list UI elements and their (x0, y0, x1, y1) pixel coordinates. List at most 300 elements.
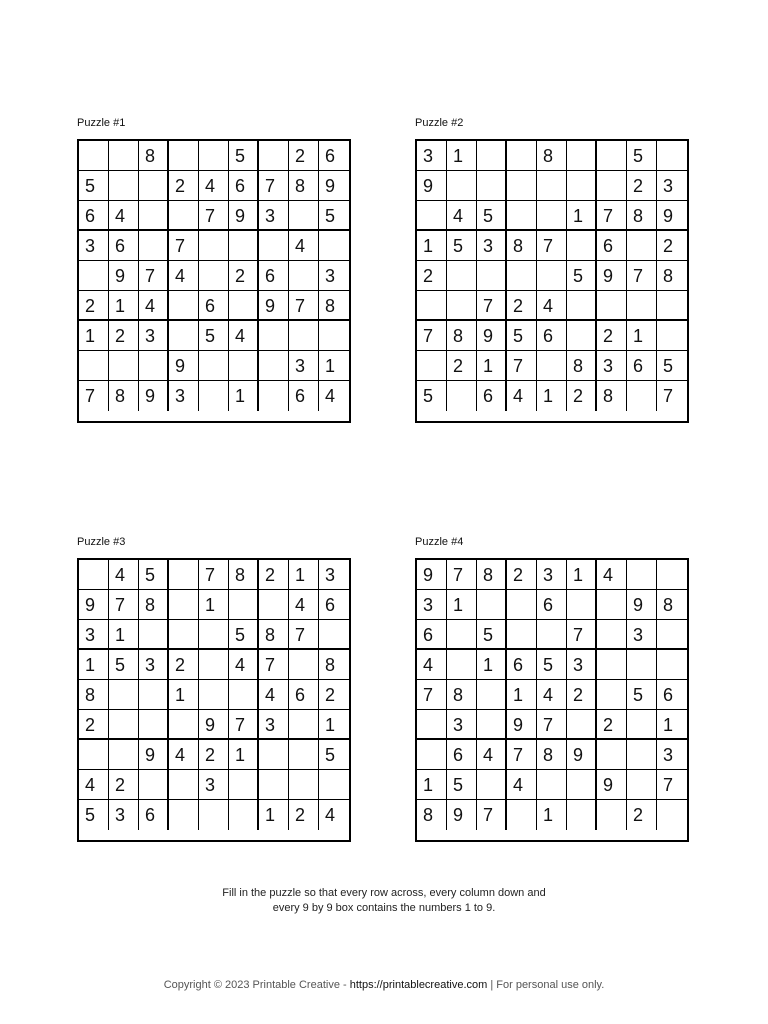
sudoku-cell[interactable]: 5 (627, 680, 657, 710)
sudoku-cell[interactable] (79, 740, 109, 770)
sudoku-cell[interactable]: 9 (597, 770, 627, 800)
website-link[interactable]: https://printablecreative.com (349, 979, 488, 991)
sudoku-cell[interactable]: 5 (447, 231, 477, 261)
sudoku-cell[interactable] (169, 321, 199, 351)
sudoku-cell[interactable] (567, 141, 597, 171)
sudoku-cell[interactable] (507, 590, 537, 620)
sudoku-cell[interactable] (259, 770, 289, 800)
sudoku-cell[interactable]: 8 (537, 740, 567, 770)
sudoku-cell[interactable]: 8 (79, 680, 109, 710)
sudoku-cell[interactable]: 5 (79, 800, 109, 830)
sudoku-cell[interactable]: 5 (319, 201, 349, 231)
sudoku-cell[interactable]: 2 (567, 680, 597, 710)
sudoku-cell[interactable]: 6 (289, 680, 319, 710)
sudoku-cell[interactable] (199, 800, 229, 830)
sudoku-cell[interactable] (597, 141, 627, 171)
sudoku-cell[interactable]: 4 (199, 171, 229, 201)
sudoku-cell[interactable]: 9 (477, 321, 507, 351)
sudoku-cell[interactable] (199, 381, 229, 411)
sudoku-cell[interactable] (507, 171, 537, 201)
sudoku-cell[interactable]: 7 (139, 261, 169, 291)
sudoku-cell[interactable]: 9 (259, 291, 289, 321)
sudoku-cell[interactable] (289, 740, 319, 770)
sudoku-cell[interactable]: 3 (477, 231, 507, 261)
sudoku-cell[interactable]: 2 (627, 800, 657, 830)
sudoku-cell[interactable]: 6 (289, 381, 319, 411)
sudoku-cell[interactable] (627, 560, 657, 590)
sudoku-cell[interactable]: 1 (477, 351, 507, 381)
sudoku-cell[interactable]: 1 (627, 321, 657, 351)
sudoku-cell[interactable]: 3 (259, 710, 289, 740)
sudoku-cell[interactable]: 1 (417, 770, 447, 800)
sudoku-cell[interactable]: 6 (199, 291, 229, 321)
sudoku-cell[interactable] (199, 351, 229, 381)
sudoku-cell[interactable]: 7 (627, 261, 657, 291)
sudoku-cell[interactable]: 4 (319, 800, 349, 830)
sudoku-cell[interactable]: 4 (537, 680, 567, 710)
sudoku-cell[interactable]: 5 (657, 351, 687, 381)
sudoku-cell[interactable]: 8 (139, 141, 169, 171)
sudoku-cell[interactable] (229, 800, 259, 830)
sudoku-cell[interactable]: 2 (627, 171, 657, 201)
sudoku-cell[interactable]: 3 (169, 381, 199, 411)
sudoku-cell[interactable] (139, 351, 169, 381)
sudoku-cell[interactable]: 1 (109, 291, 139, 321)
sudoku-cell[interactable]: 2 (79, 291, 109, 321)
sudoku-cell[interactable] (169, 560, 199, 590)
sudoku-cell[interactable] (477, 171, 507, 201)
sudoku-cell[interactable]: 4 (139, 291, 169, 321)
sudoku-cell[interactable] (627, 650, 657, 680)
sudoku-cell[interactable]: 2 (289, 141, 319, 171)
sudoku-cell[interactable]: 7 (477, 291, 507, 321)
sudoku-cell[interactable]: 9 (627, 590, 657, 620)
sudoku-cell[interactable]: 1 (447, 590, 477, 620)
sudoku-cell[interactable]: 5 (537, 650, 567, 680)
sudoku-cell[interactable]: 1 (229, 381, 259, 411)
sudoku-cell[interactable]: 4 (259, 680, 289, 710)
sudoku-cell[interactable]: 5 (229, 141, 259, 171)
sudoku-cell[interactable]: 1 (657, 710, 687, 740)
sudoku-cell[interactable]: 6 (597, 231, 627, 261)
sudoku-cell[interactable] (477, 590, 507, 620)
sudoku-cell[interactable]: 5 (319, 740, 349, 770)
sudoku-cell[interactable] (447, 291, 477, 321)
sudoku-cell[interactable]: 6 (447, 740, 477, 770)
sudoku-cell[interactable]: 9 (657, 201, 687, 231)
sudoku-cell[interactable]: 4 (319, 381, 349, 411)
sudoku-cell[interactable]: 4 (169, 261, 199, 291)
sudoku-cell[interactable]: 8 (507, 231, 537, 261)
sudoku-cell[interactable] (109, 740, 139, 770)
sudoku-cell[interactable]: 1 (319, 351, 349, 381)
sudoku-cell[interactable] (139, 231, 169, 261)
sudoku-cell[interactable]: 2 (109, 770, 139, 800)
sudoku-cell[interactable]: 6 (229, 171, 259, 201)
sudoku-cell[interactable] (537, 201, 567, 231)
sudoku-cell[interactable]: 7 (507, 740, 537, 770)
sudoku-cell[interactable] (109, 710, 139, 740)
sudoku-cell[interactable] (597, 650, 627, 680)
sudoku-cell[interactable]: 7 (79, 381, 109, 411)
sudoku-cell[interactable] (537, 770, 567, 800)
sudoku-cell[interactable] (597, 740, 627, 770)
sudoku-cell[interactable]: 9 (79, 590, 109, 620)
sudoku-cell[interactable]: 2 (289, 800, 319, 830)
sudoku-cell[interactable] (139, 201, 169, 231)
sudoku-cell[interactable]: 3 (597, 351, 627, 381)
sudoku-cell[interactable] (139, 620, 169, 650)
sudoku-cell[interactable]: 4 (229, 321, 259, 351)
sudoku-cell[interactable]: 9 (169, 351, 199, 381)
sudoku-cell[interactable] (417, 710, 447, 740)
sudoku-cell[interactable]: 6 (657, 680, 687, 710)
sudoku-cell[interactable]: 8 (597, 381, 627, 411)
sudoku-cell[interactable]: 6 (79, 201, 109, 231)
sudoku-cell[interactable]: 9 (507, 710, 537, 740)
sudoku-cell[interactable] (657, 620, 687, 650)
sudoku-cell[interactable]: 4 (169, 740, 199, 770)
sudoku-cell[interactable]: 5 (79, 171, 109, 201)
sudoku-cell[interactable]: 7 (199, 201, 229, 231)
sudoku-cell[interactable] (109, 141, 139, 171)
sudoku-cell[interactable]: 4 (597, 560, 627, 590)
sudoku-cell[interactable]: 8 (447, 680, 477, 710)
sudoku-cell[interactable]: 2 (229, 261, 259, 291)
sudoku-cell[interactable] (169, 291, 199, 321)
sudoku-cell[interactable] (657, 650, 687, 680)
sudoku-cell[interactable]: 7 (417, 680, 447, 710)
sudoku-cell[interactable] (319, 620, 349, 650)
sudoku-cell[interactable]: 8 (319, 291, 349, 321)
sudoku-cell[interactable] (507, 620, 537, 650)
sudoku-cell[interactable] (447, 620, 477, 650)
sudoku-cell[interactable]: 5 (229, 620, 259, 650)
sudoku-cell[interactable]: 3 (417, 141, 447, 171)
sudoku-cell[interactable] (169, 141, 199, 171)
sudoku-cell[interactable] (169, 590, 199, 620)
sudoku-cell[interactable]: 3 (259, 201, 289, 231)
sudoku-cell[interactable] (199, 141, 229, 171)
sudoku-cell[interactable] (657, 321, 687, 351)
sudoku-cell[interactable]: 2 (597, 321, 627, 351)
sudoku-cell[interactable] (567, 770, 597, 800)
sudoku-cell[interactable] (289, 201, 319, 231)
sudoku-cell[interactable] (79, 141, 109, 171)
sudoku-cell[interactable]: 4 (417, 650, 447, 680)
sudoku-cell[interactable]: 9 (319, 171, 349, 201)
sudoku-cell[interactable]: 7 (169, 231, 199, 261)
sudoku-cell[interactable]: 4 (79, 770, 109, 800)
sudoku-cell[interactable] (199, 680, 229, 710)
sudoku-cell[interactable]: 7 (537, 710, 567, 740)
sudoku-cell[interactable]: 9 (229, 201, 259, 231)
sudoku-cell[interactable] (289, 321, 319, 351)
sudoku-cell[interactable]: 8 (537, 141, 567, 171)
sudoku-cell[interactable] (627, 231, 657, 261)
sudoku-cell[interactable]: 3 (417, 590, 447, 620)
sudoku-cell[interactable] (567, 321, 597, 351)
sudoku-cell[interactable]: 7 (289, 291, 319, 321)
sudoku-cell[interactable]: 6 (417, 620, 447, 650)
sudoku-cell[interactable] (507, 201, 537, 231)
sudoku-cell[interactable] (79, 261, 109, 291)
sudoku-cell[interactable]: 1 (229, 740, 259, 770)
sudoku-cell[interactable] (567, 231, 597, 261)
sudoku-cell[interactable]: 7 (289, 620, 319, 650)
sudoku-cell[interactable]: 1 (417, 231, 447, 261)
sudoku-cell[interactable] (417, 291, 447, 321)
sudoku-cell[interactable] (417, 201, 447, 231)
sudoku-cell[interactable]: 4 (477, 740, 507, 770)
sudoku-cell[interactable]: 9 (597, 261, 627, 291)
sudoku-cell[interactable]: 2 (507, 291, 537, 321)
sudoku-cell[interactable]: 9 (199, 710, 229, 740)
sudoku-cell[interactable]: 8 (657, 590, 687, 620)
sudoku-cell[interactable]: 1 (109, 620, 139, 650)
sudoku-cell[interactable] (477, 680, 507, 710)
sudoku-cell[interactable]: 2 (507, 560, 537, 590)
sudoku-cell[interactable] (109, 171, 139, 201)
sudoku-cell[interactable]: 2 (319, 680, 349, 710)
sudoku-cell[interactable]: 1 (477, 650, 507, 680)
sudoku-cell[interactable]: 3 (109, 800, 139, 830)
sudoku-cell[interactable] (199, 620, 229, 650)
sudoku-cell[interactable]: 1 (79, 650, 109, 680)
sudoku-cell[interactable] (507, 261, 537, 291)
sudoku-cell[interactable] (537, 261, 567, 291)
sudoku-cell[interactable]: 1 (507, 680, 537, 710)
sudoku-cell[interactable]: 3 (657, 171, 687, 201)
sudoku-cell[interactable] (259, 321, 289, 351)
sudoku-cell[interactable]: 1 (169, 680, 199, 710)
sudoku-cell[interactable]: 3 (537, 560, 567, 590)
sudoku-cell[interactable]: 5 (567, 261, 597, 291)
sudoku-cell[interactable]: 1 (259, 800, 289, 830)
sudoku-cell[interactable] (289, 650, 319, 680)
sudoku-cell[interactable]: 7 (567, 620, 597, 650)
sudoku-cell[interactable]: 1 (447, 141, 477, 171)
sudoku-cell[interactable]: 3 (289, 351, 319, 381)
sudoku-cell[interactable] (289, 261, 319, 291)
sudoku-cell[interactable] (259, 740, 289, 770)
sudoku-cell[interactable]: 5 (199, 321, 229, 351)
sudoku-cell[interactable]: 1 (199, 590, 229, 620)
sudoku-cell[interactable]: 2 (169, 650, 199, 680)
sudoku-cell[interactable] (139, 770, 169, 800)
sudoku-cell[interactable] (597, 291, 627, 321)
sudoku-cell[interactable] (597, 171, 627, 201)
sudoku-cell[interactable]: 8 (319, 650, 349, 680)
sudoku-cell[interactable]: 8 (289, 171, 319, 201)
sudoku-cell[interactable]: 9 (139, 740, 169, 770)
sudoku-cell[interactable] (597, 590, 627, 620)
sudoku-cell[interactable]: 9 (567, 740, 597, 770)
sudoku-cell[interactable]: 2 (169, 171, 199, 201)
sudoku-cell[interactable]: 4 (507, 770, 537, 800)
sudoku-cell[interactable]: 1 (289, 560, 319, 590)
sudoku-cell[interactable]: 7 (229, 710, 259, 740)
sudoku-cell[interactable]: 2 (199, 740, 229, 770)
sudoku-cell[interactable]: 1 (319, 710, 349, 740)
sudoku-cell[interactable] (447, 650, 477, 680)
sudoku-cell[interactable] (79, 351, 109, 381)
sudoku-cell[interactable] (199, 650, 229, 680)
sudoku-cell[interactable]: 3 (567, 650, 597, 680)
sudoku-cell[interactable]: 4 (109, 201, 139, 231)
sudoku-cell[interactable]: 8 (109, 381, 139, 411)
sudoku-cell[interactable]: 9 (417, 560, 447, 590)
sudoku-cell[interactable]: 7 (199, 560, 229, 590)
sudoku-cell[interactable]: 5 (507, 321, 537, 351)
sudoku-cell[interactable]: 3 (199, 770, 229, 800)
sudoku-cell[interactable]: 6 (139, 800, 169, 830)
sudoku-cell[interactable]: 5 (627, 141, 657, 171)
sudoku-cell[interactable] (657, 800, 687, 830)
sudoku-cell[interactable]: 8 (447, 321, 477, 351)
sudoku-cell[interactable] (567, 291, 597, 321)
sudoku-cell[interactable]: 6 (507, 650, 537, 680)
sudoku-cell[interactable]: 2 (259, 560, 289, 590)
sudoku-cell[interactable]: 9 (139, 381, 169, 411)
sudoku-cell[interactable] (229, 770, 259, 800)
sudoku-cell[interactable]: 4 (507, 381, 537, 411)
sudoku-cell[interactable] (259, 351, 289, 381)
sudoku-cell[interactable]: 9 (447, 800, 477, 830)
sudoku-cell[interactable] (169, 710, 199, 740)
sudoku-cell[interactable] (537, 171, 567, 201)
sudoku-cell[interactable] (507, 800, 537, 830)
sudoku-cell[interactable]: 2 (417, 261, 447, 291)
sudoku-cell[interactable]: 7 (657, 381, 687, 411)
sudoku-cell[interactable] (229, 680, 259, 710)
sudoku-cell[interactable] (139, 680, 169, 710)
sudoku-cell[interactable]: 5 (417, 381, 447, 411)
sudoku-cell[interactable]: 4 (537, 291, 567, 321)
sudoku-cell[interactable]: 3 (657, 740, 687, 770)
sudoku-cell[interactable]: 3 (79, 620, 109, 650)
sudoku-cell[interactable]: 8 (477, 560, 507, 590)
sudoku-cell[interactable] (567, 590, 597, 620)
sudoku-cell[interactable]: 7 (537, 231, 567, 261)
sudoku-cell[interactable] (657, 141, 687, 171)
sudoku-cell[interactable] (477, 261, 507, 291)
sudoku-cell[interactable] (229, 351, 259, 381)
sudoku-cell[interactable]: 3 (447, 710, 477, 740)
sudoku-cell[interactable]: 3 (319, 560, 349, 590)
sudoku-cell[interactable] (259, 141, 289, 171)
sudoku-cell[interactable] (447, 381, 477, 411)
sudoku-cell[interactable]: 3 (79, 231, 109, 261)
sudoku-cell[interactable] (139, 710, 169, 740)
sudoku-cell[interactable] (229, 291, 259, 321)
sudoku-cell[interactable]: 6 (319, 141, 349, 171)
sudoku-cell[interactable] (567, 800, 597, 830)
sudoku-cell[interactable] (289, 710, 319, 740)
sudoku-cell[interactable] (229, 231, 259, 261)
sudoku-cell[interactable] (417, 351, 447, 381)
sudoku-cell[interactable]: 4 (289, 231, 319, 261)
sudoku-cell[interactable] (169, 201, 199, 231)
sudoku-cell[interactable]: 8 (627, 201, 657, 231)
sudoku-cell[interactable] (447, 261, 477, 291)
sudoku-cell[interactable] (169, 800, 199, 830)
sudoku-cell[interactable]: 4 (289, 590, 319, 620)
sudoku-cell[interactable]: 3 (139, 321, 169, 351)
sudoku-cell[interactable] (169, 620, 199, 650)
sudoku-cell[interactable]: 4 (229, 650, 259, 680)
sudoku-cell[interactable]: 7 (597, 201, 627, 231)
sudoku-cell[interactable]: 8 (567, 351, 597, 381)
sudoku-cell[interactable]: 5 (477, 201, 507, 231)
sudoku-cell[interactable]: 4 (447, 201, 477, 231)
sudoku-cell[interactable]: 6 (537, 590, 567, 620)
sudoku-cell[interactable]: 7 (417, 321, 447, 351)
sudoku-cell[interactable]: 5 (109, 650, 139, 680)
sudoku-cell[interactable] (627, 291, 657, 321)
sudoku-cell[interactable] (657, 560, 687, 590)
sudoku-cell[interactable]: 5 (447, 770, 477, 800)
sudoku-cell[interactable]: 4 (109, 560, 139, 590)
sudoku-cell[interactable]: 6 (627, 351, 657, 381)
sudoku-cell[interactable]: 5 (477, 620, 507, 650)
sudoku-cell[interactable]: 7 (259, 650, 289, 680)
sudoku-cell[interactable] (139, 171, 169, 201)
sudoku-cell[interactable]: 2 (597, 710, 627, 740)
sudoku-cell[interactable] (537, 620, 567, 650)
sudoku-cell[interactable] (597, 800, 627, 830)
sudoku-cell[interactable] (477, 141, 507, 171)
sudoku-cell[interactable] (319, 321, 349, 351)
sudoku-cell[interactable] (627, 740, 657, 770)
sudoku-cell[interactable]: 8 (229, 560, 259, 590)
sudoku-cell[interactable] (289, 770, 319, 800)
sudoku-cell[interactable]: 7 (657, 770, 687, 800)
sudoku-cell[interactable]: 6 (109, 231, 139, 261)
sudoku-cell[interactable]: 2 (657, 231, 687, 261)
sudoku-cell[interactable] (477, 710, 507, 740)
sudoku-cell[interactable] (627, 770, 657, 800)
sudoku-cell[interactable]: 7 (109, 590, 139, 620)
sudoku-cell[interactable] (567, 171, 597, 201)
sudoku-cell[interactable] (229, 590, 259, 620)
sudoku-cell[interactable]: 2 (79, 710, 109, 740)
sudoku-cell[interactable] (597, 620, 627, 650)
sudoku-cell[interactable] (507, 141, 537, 171)
sudoku-cell[interactable] (199, 261, 229, 291)
sudoku-cell[interactable]: 9 (109, 261, 139, 291)
sudoku-cell[interactable]: 1 (79, 321, 109, 351)
sudoku-cell[interactable]: 7 (507, 351, 537, 381)
sudoku-cell[interactable] (319, 770, 349, 800)
sudoku-cell[interactable] (259, 590, 289, 620)
sudoku-cell[interactable] (109, 351, 139, 381)
sudoku-cell[interactable]: 8 (139, 590, 169, 620)
sudoku-cell[interactable] (319, 231, 349, 261)
sudoku-cell[interactable] (199, 231, 229, 261)
sudoku-cell[interactable]: 9 (417, 171, 447, 201)
sudoku-cell[interactable] (477, 770, 507, 800)
sudoku-cell[interactable] (417, 740, 447, 770)
sudoku-cell[interactable] (657, 291, 687, 321)
sudoku-cell[interactable] (259, 381, 289, 411)
sudoku-cell[interactable]: 2 (109, 321, 139, 351)
sudoku-cell[interactable]: 8 (657, 261, 687, 291)
sudoku-cell[interactable]: 3 (139, 650, 169, 680)
sudoku-cell[interactable]: 6 (537, 321, 567, 351)
sudoku-cell[interactable]: 2 (567, 381, 597, 411)
sudoku-cell[interactable]: 7 (259, 171, 289, 201)
